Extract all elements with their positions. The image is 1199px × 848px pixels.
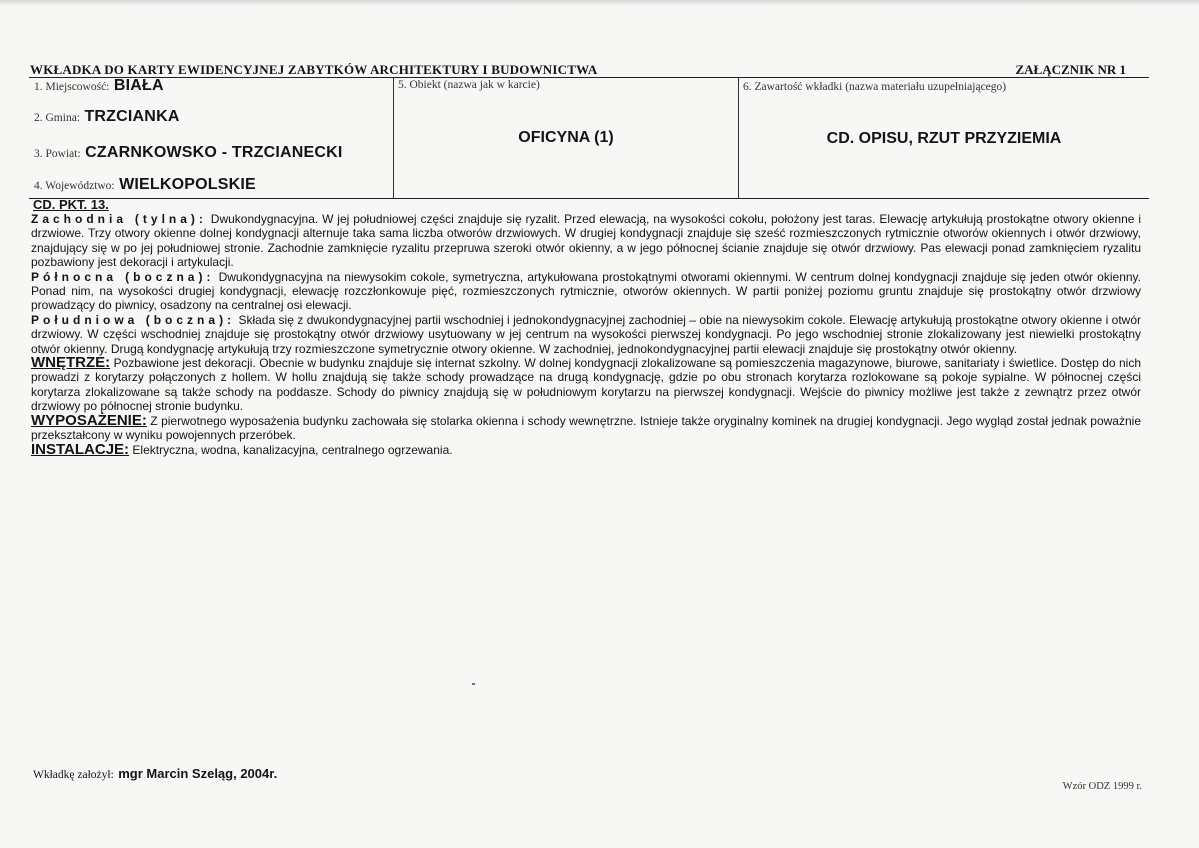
equipment-text: Z pierwotnego wyposażenia budynku zachowała się stolarka okienna i schody wewnętrzne. Istnieje także oryginalny kominek na drugiej kondygnacji. Jego wygląd został jednak poważnie przekształcony w wyniku powojennych przeróbek. — [31, 413, 1141, 443]
commune-label: 2. Gmina: — [34, 112, 80, 124]
equipment-paragraph — [31, 411, 1141, 443]
locality-value: BIAŁA — [113, 77, 164, 94]
west-facade-text: Dwukondygnacyjna. W jej południowej części znajduje się ryzalit. Przed elewacją, na wysokości cokołu, położony jest taras. Elewację artykułują prostokątne otwory okienne i drzwiowe. Trzy otwory okienne dolnej kondygnacji alternuje taka sama liczba otworów drzwiowych. W drugiej kondygnacji znajduje się sześć rozmieszczonych rytmicznie otworów okiennych i otwór drzwiowy, znajdujący się w po jej południowej stronie. Zachodnie zamknięcie ryzalitu przepruwa szeroki otwór okienny, a w jego północnej ścianie znajduje się otwór drzwiowy. Pas elewacji ponad zamknięciem ryzalitu pozbawiony jest dekoracji i artykulacji. — [31, 212, 1141, 270]
south-facade-text: Składa się z dwukondygnacyjnej partii wschodniej i jednokondygnacyjnej zachodniej – obie na niewysokim cokole. Elewację artykułują prostokątne otwory okienne i otwór drzwiowy. W części wschodniej znajduje się prostokątny otwór drzwiowy usytuowany w jej centrum na wysokości pierwszej kondygnacji. Po jego wschodniej stronie zlokalizowany jest niewielki prostokątny otwór okienny. Drugą kondygnację artykułują trzy rozmieszczone symetrycznie otwory okienne. W zachodniej, jednokondygnacyjnej partii elewacji znajduje się prostokątny otwór okienny. — [31, 312, 1141, 356]
document-title: WKŁADKA DO KARTY EWIDENCYJNEJ ZABYTKÓW ARCHITEKTURY I BUDOWNICTWA — [30, 62, 598, 77]
installations-heading: INSTALACJE: — [31, 440, 130, 458]
county-field — [34, 144, 343, 162]
north-facade-text: Dwukondygnacyjna na niewysokim cokole, symetryczna, artykułowana prostokątnymi otworami okiennymi. W centrum dolnej kondygnacji znajduje się jeden otwór okienny. Ponad nim, na wysokości drugiej kondygnacji, elewację rozczłonkowuje pięć, rozmieszczonych rytmicznie, otworów okiennych. W partii poniżej poziomu gruntu znajduje się prostokątny otwór drzwiowy prowadzący do piwnicy, osadzony na centralnej osi elewacji. — [31, 269, 1141, 313]
county-value: CZARNKOWSKO - TRZCIANECKI — [85, 144, 343, 161]
header-rule — [29, 77, 1149, 78]
west-facade-heading: Zachodnia (tylna): — [31, 212, 207, 226]
county-label: 3. Powiat: — [34, 148, 81, 160]
south-facade-heading: Południowa (boczna): — [31, 312, 236, 327]
description-body — [31, 212, 1141, 457]
interior-text: Pozbawione jest dekoracji. Obecnie w budynku znajduje się internat szkolny. W dolnej kondygnacji zlokalizowane są pomieszczenia magazynowe, biurowe, sanitariaty i świetlice. Dostęp do nich prowadzi z korytarzy połączonych z hollem. W hollu znajdują się także schody prowadzące na drugą kondygnację, gdzie po obu stronach korytarza rozlokowane są pokoje sypialne. W północnej części korytarza zlokalizowane są także schody na poddasze. Schody do piwnicy znajdują się w południowym korytarzu na pierwszej kondygnacji. Wejście do piwnicy możliwe jest także z zewnątrz przez otwór drzwiowy po północnej stronie budynku. — [31, 356, 1141, 414]
north-facade-heading: Północna (boczna): — [31, 269, 215, 284]
locality-field — [34, 77, 164, 95]
voivodeship-field — [34, 176, 256, 194]
voivodeship-label: 4. Województwo: — [34, 180, 115, 192]
equipment-heading: WYPOSAŻENIE: — [31, 411, 147, 429]
document-header — [30, 62, 1128, 76]
form-model: Wzór ODZ 1999 r. — [1062, 781, 1142, 792]
west-facade-paragraph — [31, 212, 1141, 270]
contents-label: 6. Zawartość wkładki (nazwa materiału uzupełniającego) — [743, 81, 1007, 93]
commune-value: TRZCIANKA — [84, 108, 180, 125]
interior-paragraph — [31, 356, 1141, 414]
section-tag: CD. PKT. 13. — [33, 197, 109, 212]
scan-speck — [472, 683, 475, 685]
author-label: Wkładkę założył: — [33, 769, 114, 781]
section-rule — [29, 198, 1149, 199]
object-value: OFICYNA (1) — [518, 129, 614, 146]
annex-number: ZAŁĄCZNIK NR 1 — [1015, 62, 1126, 77]
south-facade-paragraph — [31, 313, 1141, 356]
contents-value: CD. OPISU, RZUT PRZYZIEMIA — [826, 130, 1062, 147]
voivodeship-value: WIELKOPOLSKIE — [119, 176, 256, 193]
author-value: mgr Marcin Szeląg, 2004r. — [118, 766, 278, 781]
scan-edge — [0, 0, 1199, 6]
locality-label: 1. Miejscowość: — [34, 81, 110, 93]
installations-paragraph — [31, 440, 1141, 458]
north-facade-paragraph — [31, 270, 1141, 313]
installations-text: Elektryczna, wodna, kanalizacyjna, centralnego ogrzewania. — [129, 442, 453, 457]
author-line — [33, 765, 277, 783]
object-label: 5. Obiekt (nazwa jak w karcie) — [398, 79, 540, 91]
interior-heading: WNĘTRZE: — [31, 354, 111, 372]
commune-field — [34, 108, 180, 126]
